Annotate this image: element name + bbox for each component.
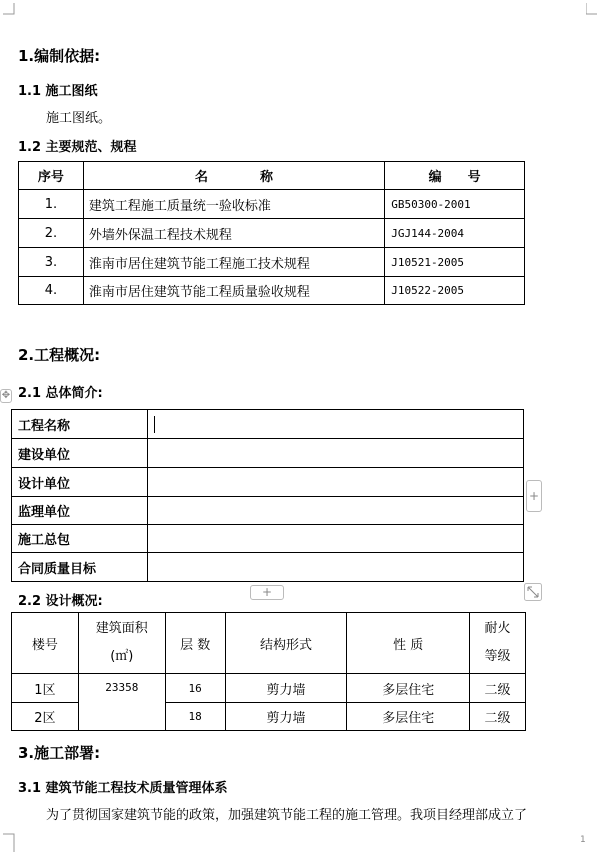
cell-code: GB50300-2001 — [385, 190, 525, 219]
table-row — [12, 468, 524, 497]
cell-fire-rating: 二级 — [470, 674, 526, 703]
area-unit: (㎡) — [110, 649, 134, 664]
label-general-contractor: 施工总包 — [12, 525, 148, 553]
label-project-name: 工程名称 — [12, 410, 148, 439]
cell-nature: 多层住宅 — [347, 674, 470, 703]
fire-label: 耐火 — [484, 621, 511, 636]
text-cursor — [154, 416, 155, 433]
col-header-fire-rating — [470, 613, 526, 674]
cell-index: 4. — [19, 277, 84, 305]
heading-1-2: 1.2 主要规范、规程 — [18, 140, 137, 155]
table-row — [19, 248, 525, 277]
page-number: 1 — [580, 835, 586, 845]
cell-name: 淮南市居住建筑节能工程施工技术规程 — [83, 248, 384, 277]
paragraph-management-system: 为了贯彻国家建筑节能的政策，加强建筑节能工程的施工管理。我项目经理部成立了 — [46, 808, 528, 823]
col-header-code: 编 号 — [385, 162, 525, 190]
col-header-area — [78, 613, 165, 674]
col-header-floors: 层 数 — [165, 613, 225, 674]
cell-building: 2区 — [12, 703, 79, 731]
overview-table — [11, 409, 524, 582]
add-row-plus-icon[interactable]: + — [250, 585, 284, 600]
cell-code: J10521-2005 — [385, 248, 525, 277]
heading-section-2: 2.工程概况: — [18, 346, 101, 364]
heading-1-1: 1.1 施工图纸 — [18, 84, 98, 99]
cell-fire-rating: 二级 — [470, 703, 526, 731]
col-header-index: 序号 — [19, 162, 84, 190]
crop-mark-bottom-left — [3, 832, 15, 852]
heading-2-2: 2.2 设计概况: — [18, 594, 103, 609]
cell-floors: 18 — [165, 703, 225, 731]
col-header-name: 名 称 — [83, 162, 384, 190]
area-label: 建筑面积 — [95, 621, 148, 636]
table-row — [12, 674, 526, 703]
table-row — [19, 219, 525, 248]
add-column-plus-icon[interactable]: + — [526, 480, 542, 512]
label-quality-target: 合同质量目标 — [12, 553, 148, 582]
table-row — [12, 410, 524, 439]
cell-name: 外墙外保温工程技术规程 — [83, 219, 384, 248]
table-row — [19, 277, 525, 305]
cell-name: 建筑工程施工质量统一验收标准 — [83, 190, 384, 219]
heading-section-3: 3.施工部署: — [18, 744, 101, 762]
table-row — [12, 553, 524, 582]
value-construction-unit[interactable] — [147, 439, 523, 468]
cell-nature: 多层住宅 — [347, 703, 470, 731]
heading-3-1: 3.1 建筑节能工程技术质量管理体系 — [18, 781, 228, 796]
col-header-structure: 结构形式 — [225, 613, 347, 674]
cell-code: J10522-2005 — [385, 277, 525, 305]
cell-index: 3. — [19, 248, 84, 277]
table-row — [12, 497, 524, 525]
col-header-building: 楼号 — [12, 613, 79, 674]
resize-corner-icon[interactable] — [524, 583, 542, 601]
cell-structure: 剪力墙 — [225, 674, 347, 703]
label-supervision-unit: 监理单位 — [12, 497, 148, 525]
cell-index: 1. — [19, 190, 84, 219]
label-design-unit: 设计单位 — [12, 468, 148, 497]
design-table — [11, 612, 526, 731]
value-quality-target[interactable] — [147, 553, 523, 582]
cell-index: 2. — [19, 219, 84, 248]
table-row — [12, 525, 524, 553]
value-project-name[interactable] — [147, 410, 523, 439]
heading-2-1: 2.1 总体简介: — [18, 386, 103, 401]
cell-code: JGJ144-2004 — [385, 219, 525, 248]
value-supervision-unit[interactable] — [147, 497, 523, 525]
crop-mark-top-right — [586, 3, 598, 15]
value-general-contractor[interactable] — [147, 525, 523, 553]
table-row — [12, 439, 524, 468]
value-design-unit[interactable] — [147, 468, 523, 497]
table-move-handle-icon[interactable]: ✥ — [1, 390, 11, 401]
col-header-nature: 性 质 — [347, 613, 470, 674]
heading-section-1: 1.编制依据: — [18, 47, 101, 65]
table-row — [19, 190, 525, 219]
crop-mark-top-left — [3, 3, 15, 15]
cell-floors: 16 — [165, 674, 225, 703]
label-construction-unit: 建设单位 — [12, 439, 148, 468]
standards-table — [18, 161, 525, 305]
cell-area: 23358 — [78, 674, 165, 731]
cell-name: 淮南市居住建筑节能工程质量验收规程 — [83, 277, 384, 305]
paragraph-drawings: 施工图纸。 — [46, 111, 112, 126]
cell-building: 1区 — [12, 674, 79, 703]
rating-label: 等级 — [484, 649, 511, 664]
cell-structure: 剪力墙 — [225, 703, 347, 731]
